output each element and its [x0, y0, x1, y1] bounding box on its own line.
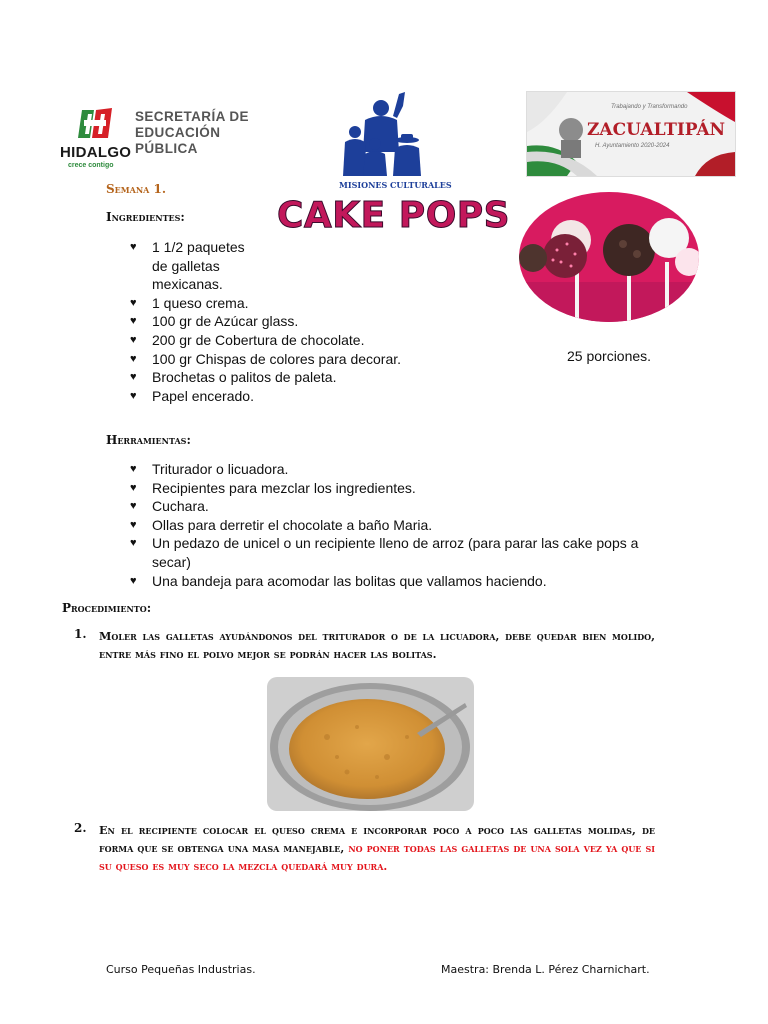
- misiones-label: MISIONES CULTURALES: [339, 180, 452, 190]
- tools-list: [130, 460, 650, 590]
- step-2-text: [99, 821, 655, 875]
- hidalgo-sep-logo: [60, 104, 260, 170]
- ingredients-heading: Ingredientes:: [106, 210, 185, 224]
- misiones-figures-icon: [335, 92, 431, 180]
- hidalgo-brand-text: HIDALGO: [60, 144, 132, 161]
- procedure-heading: Procedimiento:: [62, 601, 152, 615]
- week-label: Semana 1.: [106, 182, 167, 196]
- heart-bullet-icon: ♥: [130, 371, 137, 384]
- list-item: [130, 516, 650, 535]
- ingredient-text: 1 queso crema.: [152, 294, 249, 311]
- list-item: [130, 350, 430, 369]
- list-item: [130, 312, 430, 331]
- tool-text: Un pedazo de unicel o un recipiente lleno de arroz (para parar las cake pops a secar): [152, 535, 639, 570]
- step-1-text: Moler las galletas ayudándonos del triturador o de la licuadora, debe quedar bien molido, entre más fino el polvo mejor se podrán hacer las bolitas.: [99, 629, 655, 661]
- zacualtipan-title: ZACUALTIPÁN: [587, 120, 726, 140]
- tool-text: Ollas para derretir el chocolate a baño Maria.: [152, 516, 433, 533]
- misiones-culturales-logo: [335, 92, 452, 194]
- step-2-warning-text: no poner todas las galletas de una sola vez ya que si su queso es muy seco la mezcla quedará muy dura.: [99, 841, 655, 873]
- step-1-number: 1.: [74, 627, 87, 641]
- sep-name: [135, 109, 249, 157]
- list-item: [130, 497, 650, 516]
- ingredient-text: Papel encerado.: [152, 387, 254, 404]
- list-item: [130, 368, 430, 387]
- list-item: [130, 387, 430, 406]
- servings-text: 25 porciones.: [567, 348, 652, 364]
- hidalgo-tagline: crece contigo: [68, 162, 114, 169]
- heart-bullet-icon: ♥: [130, 518, 137, 531]
- list-item: [130, 572, 650, 591]
- ingredient-text: Brochetas o palitos de paleta.: [152, 369, 337, 386]
- heart-bullet-icon: ♥: [130, 389, 137, 402]
- list-item: [130, 238, 430, 294]
- list-item: [130, 460, 650, 479]
- sep-line-1: SECRETARÍA DE: [135, 109, 249, 124]
- zacualtipan-banner: [526, 91, 736, 177]
- heart-bullet-icon: ♥: [130, 481, 137, 494]
- tool-text: Recipientes para mezclar los ingredientes.: [152, 479, 416, 496]
- zacualtipan-subtitle: H. Ayuntamiento 2020-2024: [595, 143, 670, 149]
- tool-text: Una bandeja para acomodar las bolitas que vallamos haciendo.: [152, 572, 547, 589]
- ground-cookies-illustration: [267, 677, 474, 811]
- list-item: [130, 294, 430, 313]
- ingredient-text: 200 gr de Cobertura de chocolate.: [152, 331, 365, 348]
- page-title: CAKE POPS: [277, 195, 511, 236]
- cake-pops-photo: [519, 192, 699, 322]
- heart-bullet-icon: ♥: [130, 241, 137, 253]
- heart-bullet-icon: ♥: [130, 500, 137, 513]
- list-item: [130, 331, 430, 350]
- heart-bullet-icon: ♥: [130, 333, 137, 346]
- ground-cookies-photo: [267, 677, 474, 811]
- ingredients-list: [130, 238, 430, 405]
- step-2-number: 2.: [74, 821, 87, 835]
- hidalgo-h-logo-icon: [74, 106, 116, 142]
- sep-line-2: EDUCACIÓN: [135, 125, 221, 140]
- list-item: [130, 534, 650, 571]
- footer-course: Curso Pequeñas Industrias.: [106, 963, 256, 976]
- step-2-main-text: En el recipiente colocar el queso crema e incorporar poco a poco las galletas molidas, de forma que se obtenga una masa manejable,: [99, 823, 655, 855]
- heart-bullet-icon: ♥: [130, 296, 137, 309]
- heart-bullet-icon: ♥: [130, 463, 137, 475]
- tools-heading: Herramientas:: [106, 433, 191, 447]
- heart-bullet-icon: ♥: [130, 352, 137, 365]
- ingredient-text: 100 gr Chispas de colores para decorar.: [152, 350, 402, 367]
- heart-bullet-icon: ♥: [130, 574, 137, 587]
- footer-teacher: Maestra: Brenda L. Pérez Charnichart.: [441, 963, 650, 976]
- tool-text: Triturador o licuadora.: [152, 461, 289, 477]
- sep-line-3: PÚBLICA: [135, 141, 198, 156]
- heart-bullet-icon: ♥: [130, 315, 137, 328]
- zacualtipan-tagline: Trabajando y Transformando: [611, 104, 688, 110]
- heart-bullet-icon: ♥: [130, 537, 137, 550]
- tool-text: Cuchara.: [152, 498, 209, 515]
- ingredient-text: 1 1/2 paquetes de galletas mexicanas.: [152, 239, 245, 293]
- ingredient-text: 100 gr de Azúcar glass.: [152, 313, 299, 330]
- cake-pops-illustration: [519, 192, 699, 322]
- list-item: [130, 479, 650, 498]
